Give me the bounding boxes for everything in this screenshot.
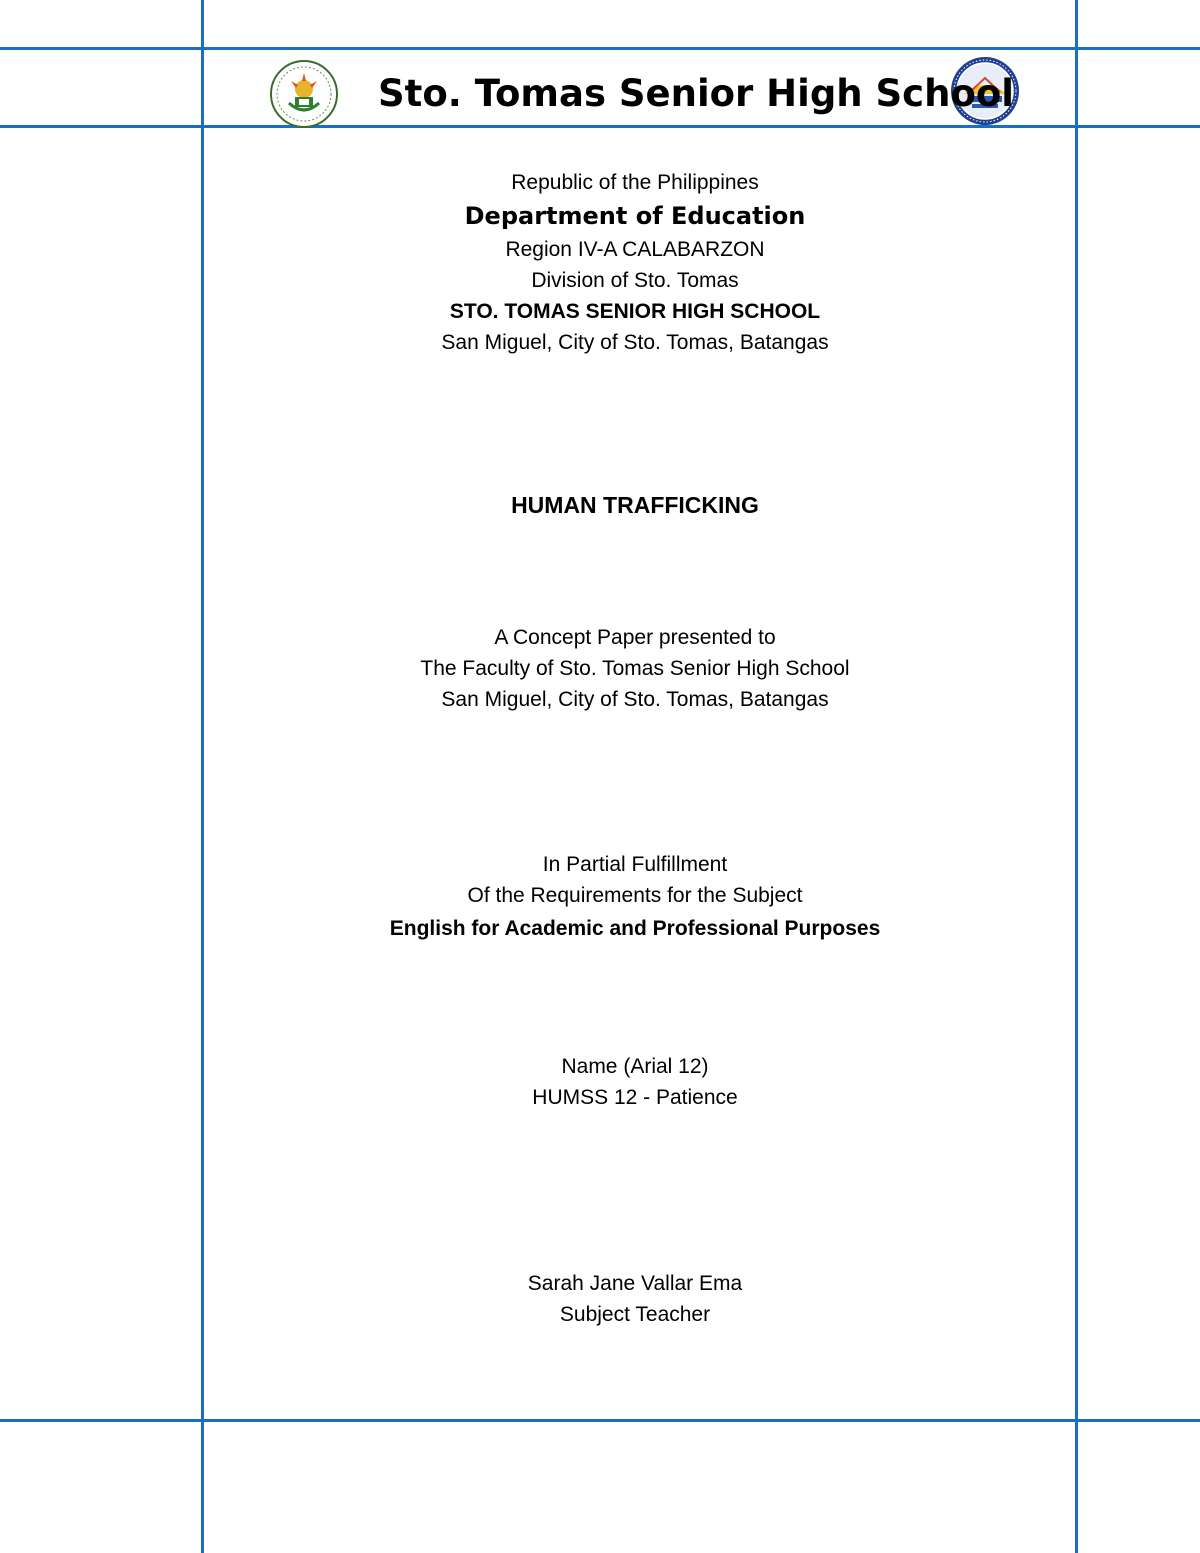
student-section: HUMSS 12 - Patience xyxy=(532,1086,738,1109)
paper-title: HUMAN TRAFFICKING xyxy=(511,492,759,518)
subject-line: English for Academic and Professional Purposes xyxy=(389,917,881,940)
department-line: Department of Education xyxy=(464,202,806,230)
border-bottom-rule xyxy=(0,1419,1200,1422)
presentation-line-3: San Miguel, City of Sto. Tomas, Batangas xyxy=(441,688,829,711)
republic-line: Republic of the Philippines xyxy=(511,171,759,194)
border-right-rule xyxy=(1075,0,1078,1553)
school-name-header: Sto. Tomas Senior High School xyxy=(378,72,1014,115)
division-line: Division of Sto. Tomas xyxy=(531,269,739,292)
border-header-rule xyxy=(0,125,1200,128)
teacher-role: Subject Teacher xyxy=(559,1303,711,1326)
region-line: Region IV-A CALABARZON xyxy=(505,238,765,261)
fulfillment-line-2: Of the Requirements for the Subject xyxy=(467,884,803,907)
fulfillment-block xyxy=(200,849,1070,944)
deped-seal-logo xyxy=(269,59,339,129)
letterhead xyxy=(200,167,1070,358)
student-name: Name (Arial 12) xyxy=(561,1055,709,1078)
fulfillment-line-1: In Partial Fulfillment xyxy=(542,853,728,876)
paper-title-block xyxy=(200,490,1070,521)
student-block xyxy=(200,1051,1070,1113)
teacher-block xyxy=(200,1268,1070,1330)
teacher-name: Sarah Jane Vallar Ema xyxy=(527,1272,743,1295)
presentation-line-2: The Faculty of Sto. Tomas Senior High School xyxy=(420,657,850,680)
presentation-block xyxy=(200,622,1070,715)
border-top-rule xyxy=(0,47,1200,50)
school-line: STO. TOMAS SENIOR HIGH SCHOOL xyxy=(449,300,821,323)
address-line: San Miguel, City of Sto. Tomas, Batangas xyxy=(441,331,829,354)
presentation-line-1: A Concept Paper presented to xyxy=(494,626,776,649)
